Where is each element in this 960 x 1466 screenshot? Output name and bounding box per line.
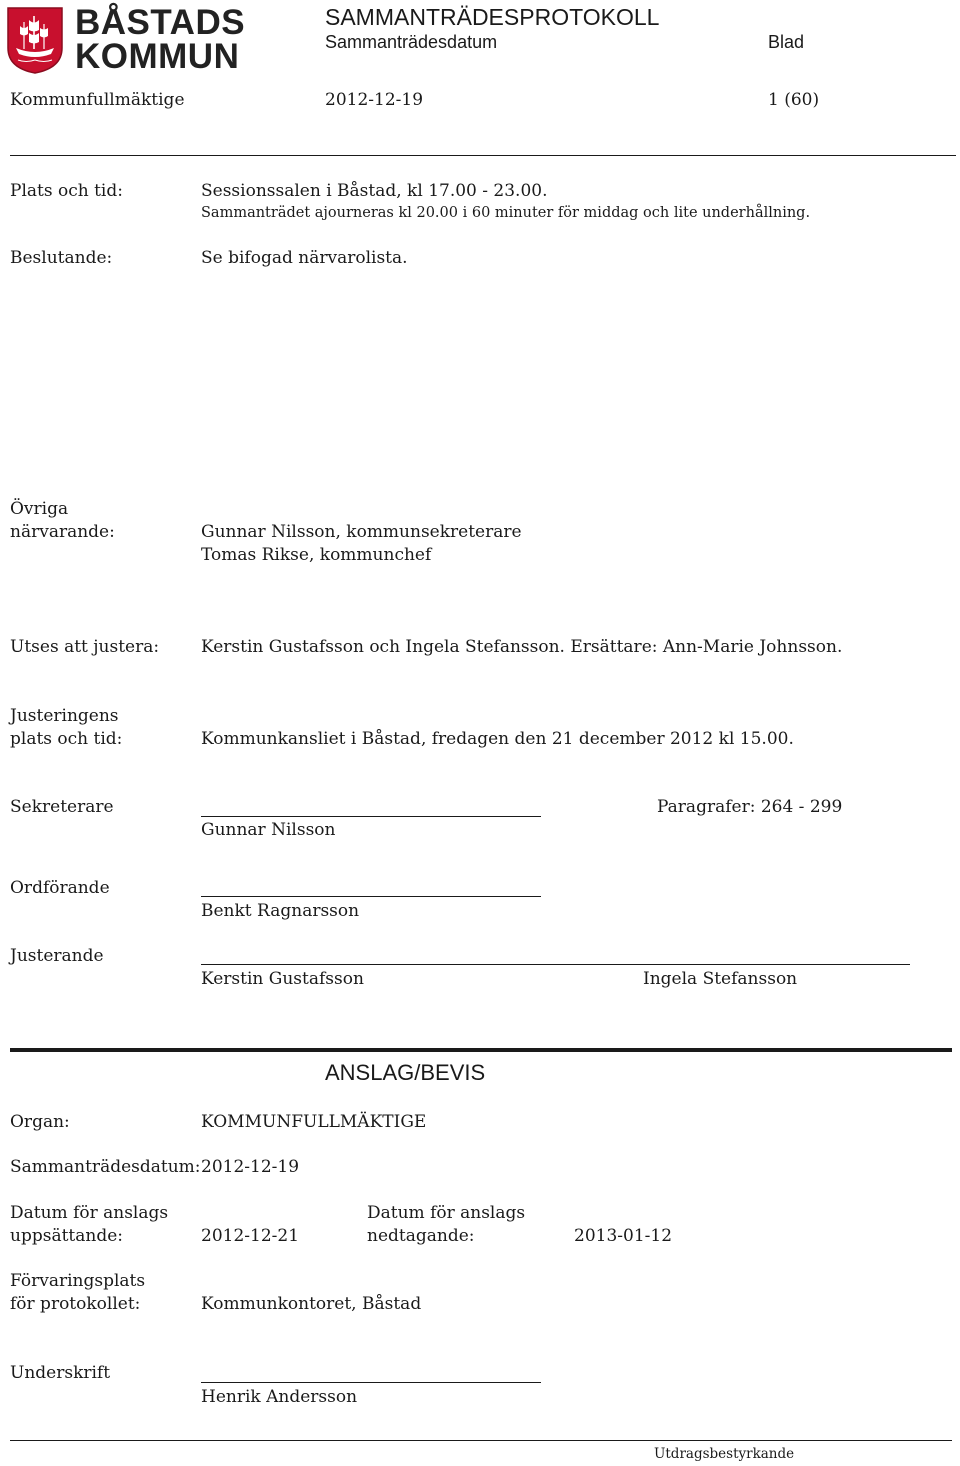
removal-date: 2013-01-12 bbox=[574, 1226, 673, 1246]
adjust-place-value: Kommunkansliet i Båstad, fredagen den 21 december 2012 kl 15.00. bbox=[201, 729, 794, 749]
secretary-name: Gunnar Nilsson bbox=[201, 820, 336, 840]
place-note: Sammanträdet ajourneras kl 20.00 i 60 minuter för middag och lite underhållning. bbox=[201, 205, 811, 221]
place-value: Sessionssalen i Båstad, kl 17.00 - 23.00. bbox=[201, 181, 548, 201]
notice-organ-label: Organ: bbox=[10, 1112, 70, 1132]
chair-signature-line bbox=[201, 896, 541, 897]
notice-signature-line bbox=[201, 1382, 541, 1383]
adjust-place-label-line2: plats och tid: bbox=[10, 729, 123, 749]
deciding-value: Se bifogad närvarolista. bbox=[201, 248, 408, 268]
signature-label: Underskrift bbox=[10, 1363, 111, 1383]
adjuster-1-name: Kerstin Gustafsson bbox=[201, 969, 364, 989]
organ-name: Kommunfullmäktige bbox=[10, 90, 185, 110]
removal-label-line2: nedtagande: bbox=[367, 1226, 475, 1246]
posting-label-line2: uppsättande: bbox=[10, 1226, 123, 1246]
notice-title: ANSLAG/BEVIS bbox=[325, 1060, 486, 1085]
adjust-value: Kerstin Gustafsson och Ingela Stefansson. Ersättare: Ann-Marie Johnsson. bbox=[201, 637, 843, 657]
adjust-place-label-line1: Justeringens bbox=[10, 706, 119, 726]
secretary-label: Sekreterare bbox=[10, 797, 114, 817]
adjusters-signature-line bbox=[201, 964, 910, 965]
notice-divider bbox=[10, 1048, 952, 1052]
posting-label-line1: Datum för anslags bbox=[10, 1203, 169, 1223]
document-type: SAMMANTRÄDESPROTOKOLL bbox=[325, 4, 660, 30]
paragraphs: Paragrafer: 264 - 299 bbox=[657, 797, 843, 817]
others-person-2: Tomas Rikse, kommunchef bbox=[201, 545, 432, 565]
certifier-label: Utdragsbestyrkande bbox=[654, 1446, 795, 1462]
storage-label-line2: för protokollet: bbox=[10, 1294, 141, 1314]
storage-label-line1: Förvaringsplats bbox=[10, 1271, 146, 1291]
posting-date: 2012-12-21 bbox=[201, 1226, 300, 1246]
page-number: 1 (60) bbox=[768, 90, 820, 110]
ship-emblem-icon bbox=[6, 6, 64, 74]
adjusters-label: Justerande bbox=[10, 946, 104, 966]
deciding-label: Beslutande: bbox=[10, 248, 113, 268]
signature-name: Henrik Andersson bbox=[201, 1387, 358, 1407]
header-divider bbox=[10, 155, 956, 156]
meeting-date-label: Sammanträdesdatum bbox=[325, 32, 498, 52]
chair-label: Ordförande bbox=[10, 878, 110, 898]
chair-name: Benkt Ragnarsson bbox=[201, 901, 360, 921]
logo-text-line2: KOMMUN bbox=[75, 37, 240, 76]
footer-divider bbox=[10, 1440, 952, 1441]
storage-value: Kommunkontoret, Båstad bbox=[201, 1294, 422, 1314]
others-person-1: Gunnar Nilsson, kommunsekreterare bbox=[201, 522, 522, 542]
meeting-date: 2012-12-19 bbox=[325, 90, 424, 110]
notice-meeting-date-value: 2012-12-19 bbox=[201, 1157, 300, 1177]
logo-text-line1: BÅSTADS bbox=[75, 3, 246, 42]
others-label-line1: Övriga bbox=[10, 499, 69, 519]
secretary-signature-line bbox=[201, 816, 541, 817]
page-label: Blad bbox=[768, 32, 805, 52]
others-label-line2: närvarande: bbox=[10, 522, 115, 542]
adjuster-2-name: Ingela Stefansson bbox=[643, 969, 798, 989]
removal-label-line1: Datum för anslags bbox=[367, 1203, 526, 1223]
notice-organ-value: KOMMUNFULLMÄKTIGE bbox=[201, 1112, 427, 1132]
place-label: Plats och tid: bbox=[10, 181, 123, 201]
adjust-label: Utses att justera: bbox=[10, 637, 160, 657]
notice-meeting-date-label: Sammanträdesdatum: bbox=[10, 1157, 201, 1177]
